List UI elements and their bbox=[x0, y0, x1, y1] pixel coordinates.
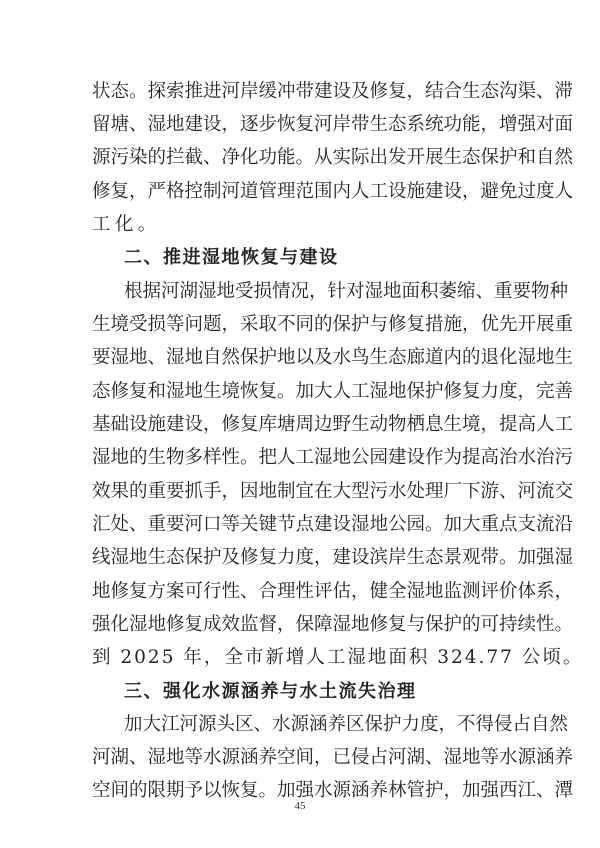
body-text-line: 根据河湖湿地受损情况，针对湿地面积萎缩、重要物种 bbox=[124, 281, 569, 302]
body-text-line: 效果的重要抓手，因地制宜在大型污水处理厂下游、河流交 bbox=[92, 481, 574, 502]
body-text-line: 状态。探索推进河岸缓冲带建设及修复，结合生态沟渠、滞 bbox=[92, 81, 574, 102]
body-text-line: 修复，严格控制河道管理范围内人工设施建设，避免过度人 bbox=[92, 181, 574, 202]
section-heading: 三、强化水源涵养与水土流失治理 bbox=[124, 681, 417, 702]
body-text-line: 基础设施建设，修复库塘周边野生动物栖息生境，提高人工 bbox=[92, 414, 574, 435]
section-heading: 二、推进湿地恢复与建设 bbox=[124, 247, 339, 268]
body-text-line: 工化。 bbox=[92, 214, 161, 235]
body-text-line: 河湖、湿地等水源涵养空间，已侵占河湖、湿地等水源涵养 bbox=[92, 747, 574, 768]
body-text-line: 到 2025 年，全市新增人工湿地面积 324.77 公顷。 bbox=[92, 647, 584, 668]
page-number: 45 bbox=[294, 800, 306, 812]
body-text-line: 加大江河源头区、水源涵养区保护力度，不得侵占自然 bbox=[124, 714, 569, 735]
body-text-line: 线湿地生态保护及修复力度，建设滨岸生态景观带。加强湿 bbox=[92, 547, 574, 568]
body-text-line: 湿地的生物多样性。把人工湿地公园建设作为提高治水治污 bbox=[92, 447, 574, 468]
body-text-line: 留塘、湿地建设，逐步恢复河岸带生态系统功能，增强对面 bbox=[92, 114, 574, 135]
body-text-line: 源污染的拦截、净化功能。从实际出发开展生态保护和自然 bbox=[92, 147, 574, 168]
body-text-line: 要湿地、湿地自然保护地以及水鸟生态廊道内的退化湿地生 bbox=[92, 347, 574, 368]
body-text-line: 汇处、重要河口等关键节点建设湿地公园。加大重点支流沿 bbox=[92, 514, 574, 535]
body-text-line: 地修复方案可行性、合理性评估，健全湿地监测评价体系， bbox=[92, 581, 574, 602]
body-text-line: 强化湿地修复成效监督，保障湿地修复与保护的可持续性。 bbox=[92, 614, 574, 635]
body-text-line: 态修复和湿地生境恢复。加大人工湿地保护修复力度，完善 bbox=[92, 381, 574, 402]
body-text-line: 空间的限期予以恢复。加强水源涵养林管护，加强西江、潭 bbox=[92, 780, 574, 801]
body-text-line: 生境受损等问题，采取不同的保护与修复措施，优先开展重 bbox=[92, 314, 574, 335]
